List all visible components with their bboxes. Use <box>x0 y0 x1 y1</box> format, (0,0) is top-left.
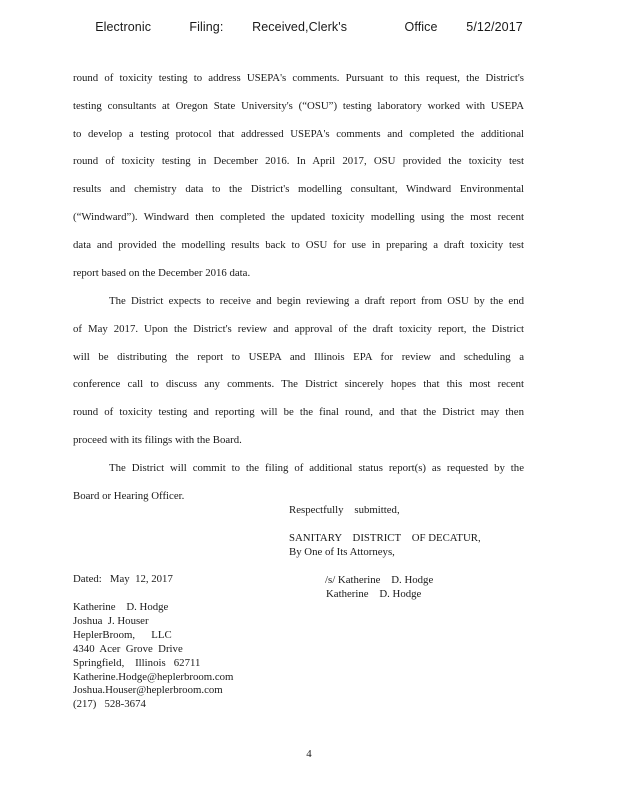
paragraph-line: round of toxicity testing and reporting will be the final round, and that the District may then <box>73 406 524 419</box>
paragraph-line: will be distributing the report to USEPA and Illinois EPA for review and scheduling a <box>73 350 524 363</box>
signature-block <box>289 503 481 559</box>
paragraph-line: round of toxicity testing to address USEPA's comments. Pursuant to this request, the District's <box>73 72 524 84</box>
contact-line: Katherine D. Hodge <box>73 601 169 613</box>
paragraph-line: testing consultants at Oregon State University's (“OSU”) testing laboratory worked with USEPA <box>73 99 524 112</box>
paragraph-line: to develop a testing protocol that addressed USEPA's comments and completed the additional <box>73 127 524 140</box>
paragraph-line: Board or Hearing Officer. <box>73 489 185 502</box>
email-link[interactable]: Katherine.Hodge@heplerbroom.com <box>73 670 234 683</box>
email-link[interactable]: Joshua.Houser@heplerbroom.com <box>73 684 223 697</box>
page-number: 4 <box>306 748 312 760</box>
paragraph-2 <box>73 288 524 455</box>
party-name: SANITARY DISTRICT OF DECATUR, <box>289 532 481 544</box>
paragraph-line: The District expects to receive and begin reviewing a draft report from OSU by the end <box>109 295 524 307</box>
paragraph-line: The District will commit to the filing of additional status report(s) as requested by the <box>109 462 524 474</box>
slash-signature: /s/ Katherine D. Hodge <box>325 574 434 586</box>
dated-line: Dated: May 12, 2017 <box>73 573 173 585</box>
paragraph-line: of May 2017. Upon the District's review and approval of the draft toxicity report, the District <box>73 322 524 335</box>
paragraph-line: results and chemistry data to the District's modelling consultant, Windward Environmental <box>73 183 524 196</box>
closing-text: Respectfully submitted, <box>289 504 400 516</box>
contact-line: Joshua J. Houser <box>73 614 149 627</box>
paragraph-line: report based on the December 2016 data. <box>73 266 251 279</box>
paragraph-line: (“Windward”). Windward then completed the updated toxicity modelling using the most recent <box>73 210 524 223</box>
contact-line: 4340 Acer Grove Drive <box>73 642 183 655</box>
attorney-contact-block <box>73 601 233 712</box>
by-line: By One of Its Attorneys, <box>289 546 395 558</box>
electronic-signature <box>325 573 433 601</box>
contact-line: Springfield, Illinois 62711 <box>73 656 201 669</box>
paragraph-line: data and provided the modelling results back to OSU for use in preparing a draft toxicity test <box>73 238 524 251</box>
paragraph-1 <box>73 65 524 287</box>
paragraph-line: round of toxicity testing in December 2016. In April 2017, OSU provided the toxicity test <box>73 155 524 168</box>
paragraph-line: proceed with its filings with the Board. <box>73 433 242 446</box>
electronic-filing-header: Electronic Filing: Received,Clerk's Office 5/12/2017 <box>95 20 523 34</box>
phone-number: (217) 528-3674 <box>73 698 146 711</box>
paragraph-line: conference call to discuss any comments. The District sincerely hopes that this most recent <box>73 378 524 391</box>
contact-line: HeplerBroom, LLC <box>73 628 172 641</box>
signer-name: Katherine D. Hodge <box>326 588 422 600</box>
